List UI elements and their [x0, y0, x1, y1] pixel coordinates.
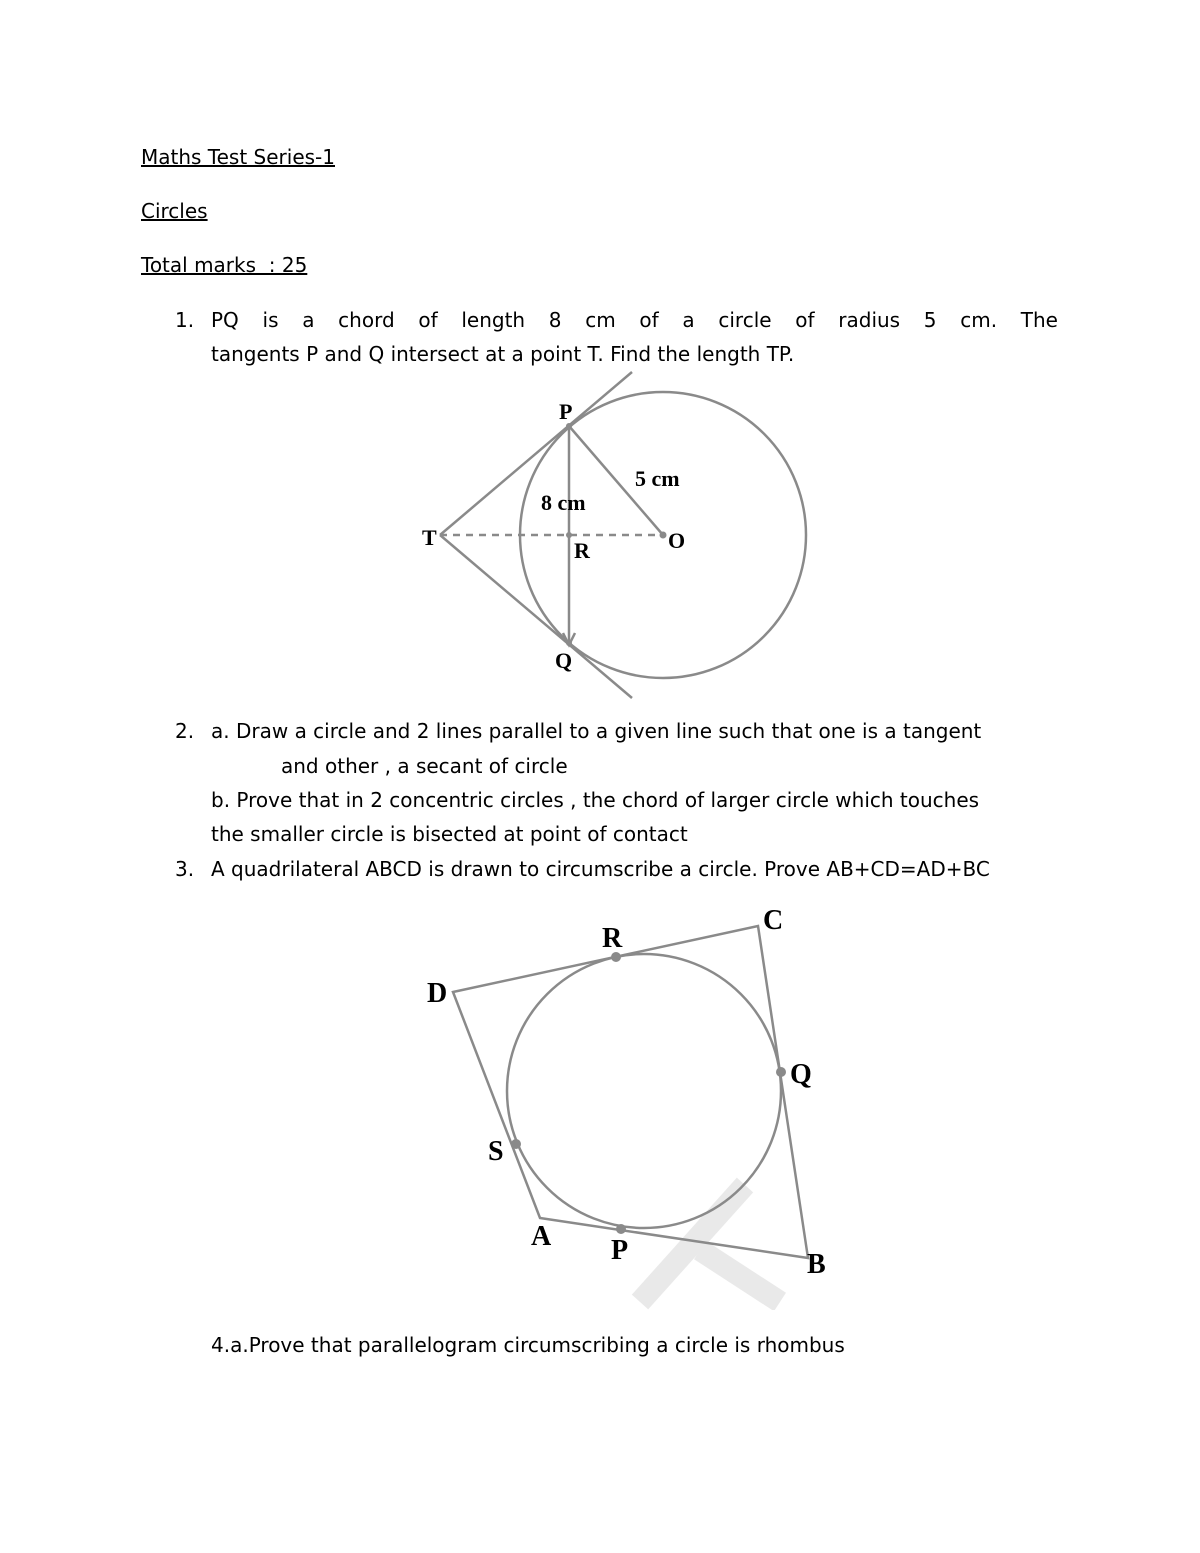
q3-number: 3. — [175, 857, 195, 881]
label-s: S — [488, 1136, 504, 1167]
label-t: T — [422, 525, 437, 550]
q2-number: 2. — [175, 719, 195, 743]
q2a-line1: a. Draw a circle and 2 lines parallel to a given line such that one is a tangent — [211, 719, 982, 743]
label-r: R — [602, 923, 623, 954]
q2b-line2: the smaller circle is bisected at point of contact — [211, 822, 688, 846]
point-q — [776, 1067, 786, 1077]
q1-number: 1. — [175, 308, 195, 332]
q1-line1: PQ is a chord of length 8 cm of a circle of radius 5 cm. The — [211, 308, 1058, 332]
label-a: A — [531, 1221, 552, 1252]
label-q: Q — [790, 1059, 812, 1090]
q3-text: A quadrilateral ABCD is drawn to circumscribe a circle. Prove AB+CD=AD+BC — [211, 857, 990, 881]
label-radius: 5 cm — [635, 466, 680, 491]
point-s — [511, 1139, 521, 1149]
label-p: P — [611, 1235, 629, 1266]
point-o — [660, 532, 667, 539]
total-marks: Total marks : 25 — [141, 253, 308, 277]
point-q — [566, 640, 572, 646]
q3-figure — [420, 900, 840, 1310]
label-o: O — [668, 528, 686, 553]
label-chord-length: 8 cm — [541, 490, 586, 515]
q2b-line1: b. Prove that in 2 concentric circles , the chord of larger circle which touches — [211, 788, 980, 812]
tangent-tq — [440, 535, 632, 698]
q1-line2: tangents P and Q intersect at a point T. Find the length TP. — [211, 342, 795, 366]
label-c: C — [763, 905, 784, 936]
tangent-tp — [440, 372, 632, 535]
label-r: R — [574, 538, 590, 563]
q1-figure — [400, 368, 840, 708]
label-b: B — [807, 1249, 826, 1280]
point-r — [566, 532, 572, 538]
point-p — [616, 1224, 626, 1234]
chapter-title: Circles — [141, 199, 208, 223]
label-d: D — [427, 978, 448, 1009]
q2a-line2: and other , a secant of circle — [281, 754, 568, 778]
label-p: P — [559, 399, 573, 424]
test-title: Maths Test Series-1 — [141, 145, 335, 169]
label-q: Q — [555, 648, 573, 673]
q4-text: 4.a.Prove that parallelogram circumscribing a circle is rhombus — [211, 1333, 845, 1357]
